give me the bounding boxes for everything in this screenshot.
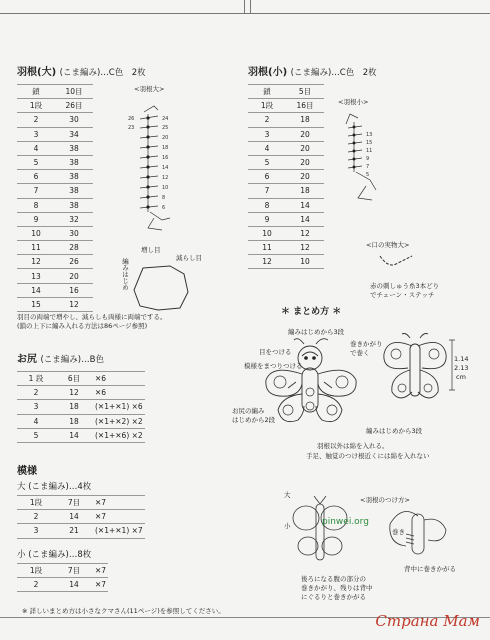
table-row <box>17 386 145 400</box>
table-cell: 15 <box>17 297 55 311</box>
table-row <box>17 255 93 269</box>
svg-text:11: 11 <box>366 148 373 154</box>
svg-text:10: 10 <box>162 185 169 191</box>
wing-attach-large-label: 大 <box>284 491 291 499</box>
table-cell: 38 <box>55 141 93 155</box>
table-cell: 6 <box>248 170 286 184</box>
assembly-label-butt2: はじめから2段 <box>232 416 276 424</box>
table-cell: 7 <box>17 184 55 198</box>
table-row <box>248 85 324 99</box>
pattern-small-table <box>17 563 108 592</box>
table-cell: 18 <box>286 113 324 127</box>
svg-text:20: 20 <box>162 135 169 141</box>
mouth-chain-stitch <box>378 252 414 270</box>
table-cell: 14 <box>286 212 324 226</box>
wing-large-diagram-label: <羽根大> <box>134 85 165 93</box>
table-cell: 7目 <box>55 564 93 578</box>
table-row <box>248 141 324 155</box>
table-row <box>248 241 324 255</box>
table-row <box>17 198 93 212</box>
svg-text:14: 14 <box>162 165 169 171</box>
table-row <box>248 127 324 141</box>
table-cell: 7 <box>248 184 286 198</box>
footer-note: ※ 詳しいまとめ方は小さなクマさん(11ページ)を参照してください。 <box>22 607 225 615</box>
table-cell: 20 <box>286 141 324 155</box>
wing-small-chart-symbol <box>336 106 396 208</box>
wing-attach-sub: 巻き <box>392 528 405 536</box>
table-cell: 12 <box>248 255 286 269</box>
table-cell: 20 <box>55 269 93 283</box>
svg-text:25: 25 <box>162 125 169 131</box>
table-cell: (✕1+✕1) ×6 <box>93 400 145 414</box>
table-cell: 13 <box>17 269 55 283</box>
table-cell: 2 <box>17 113 55 127</box>
table-cell: 2 <box>17 578 55 592</box>
wing-attach-diagram-right <box>384 500 454 560</box>
assembly-label-antenna2: で巻く <box>350 349 370 357</box>
table-cell: 3 <box>17 524 55 538</box>
crop-mark-left <box>244 0 245 14</box>
pattern-large-sub: (こま編み)…4枚 <box>28 482 92 492</box>
table-cell: 1段 <box>248 99 286 113</box>
table-row <box>17 155 93 169</box>
butt-subtitle: (こま編み)…B色 <box>40 355 104 365</box>
table-row <box>248 255 324 269</box>
table-cell: 30 <box>55 226 93 240</box>
table-cell: 1段 <box>17 496 55 510</box>
table-row <box>17 578 108 592</box>
table-cell: 8 <box>17 198 55 212</box>
table-cell: 1 段 <box>17 372 55 386</box>
table-cell: 2 <box>17 510 55 524</box>
table-cell: 10 <box>17 226 55 240</box>
table-row <box>17 141 93 155</box>
butt-table <box>17 371 145 443</box>
table-cell: 18 <box>286 184 324 198</box>
table-cell: 38 <box>55 184 93 198</box>
table-row <box>248 99 324 113</box>
table-cell: 26 <box>55 255 93 269</box>
table-cell: 5 <box>248 155 286 169</box>
butt-title-text: お尻 <box>17 354 37 365</box>
assembly-label-start3b: 編みはじめから3段 <box>366 427 423 435</box>
table-cell: 38 <box>55 198 93 212</box>
size-dimension-line <box>449 340 455 390</box>
table-row <box>17 241 93 255</box>
top-rule <box>0 13 490 14</box>
table-row <box>17 113 93 127</box>
table-row <box>248 184 324 198</box>
table-row <box>17 184 93 198</box>
brand-watermark: Страна Мам <box>375 612 480 630</box>
table-cell: 28 <box>55 241 93 255</box>
table-cell: 6 <box>17 170 55 184</box>
wing-large-start-label: 編みはじめ <box>121 258 129 291</box>
table-cell: 14 <box>55 428 93 442</box>
table-cell: 4 <box>17 414 55 428</box>
table-cell: 5 <box>17 428 55 442</box>
back-note-3: にぐるりと巻きかがる <box>301 593 366 601</box>
assembled-butterfly-back <box>380 330 450 410</box>
table-row <box>17 414 145 428</box>
svg-text:13: 13 <box>366 132 373 138</box>
crop-mark-right <box>250 0 251 14</box>
wing-large-decrease-label: 減らし目 <box>176 254 202 262</box>
svg-text:5: 5 <box>366 172 370 178</box>
mouth-caption-1: 赤の刺しゅう糸3本どり <box>370 282 440 290</box>
table-cell: (✕1+✕1) ×7 <box>93 524 145 538</box>
table-cell: 32 <box>55 212 93 226</box>
table-cell: 14 <box>286 198 324 212</box>
table-row <box>17 428 145 442</box>
back-note-2: 巻きかがり、残りは背中 <box>301 584 373 592</box>
svg-text:16: 16 <box>162 155 169 161</box>
table-cell: (✕1+✕2) ×2 <box>93 414 145 428</box>
table-cell: 3 <box>17 400 55 414</box>
table-cell: 1段 <box>17 99 55 113</box>
table-row <box>17 127 93 141</box>
pattern-large-table <box>17 495 145 539</box>
wing-large-increase-label: 増し目 <box>141 246 161 254</box>
assembled-butterfly-front <box>258 334 370 434</box>
svg-text:18: 18 <box>162 145 169 151</box>
table-cell: 12 <box>55 297 93 311</box>
table-cell: 10目 <box>55 85 93 99</box>
wing-small-diagram-label: <羽根小> <box>338 98 369 106</box>
table-row <box>17 283 93 297</box>
table-cell: 6目 <box>55 372 93 386</box>
table-cell: 12 <box>286 226 324 240</box>
table-cell: 2 <box>17 386 55 400</box>
table-cell: ✕7 <box>93 578 108 592</box>
wing-attach-diagram-left <box>290 490 350 570</box>
table-cell: 7目 <box>55 496 93 510</box>
table-cell: 2 <box>248 113 286 127</box>
svg-text:23: 23 <box>128 125 135 131</box>
table-row <box>248 170 324 184</box>
table-cell: 10 <box>248 226 286 240</box>
table-cell: 16目 <box>286 99 324 113</box>
table-cell: 34 <box>55 127 93 141</box>
table-row <box>17 170 93 184</box>
assembly-label-antenna: 巻きかがり <box>350 340 383 348</box>
svg-text:8: 8 <box>162 195 166 201</box>
size-label-2: 2.13 <box>454 364 469 372</box>
table-cell: 鎖 <box>248 85 286 99</box>
table-cell: ✕6 <box>93 372 145 386</box>
table-row <box>17 510 145 524</box>
table-cell: 12 <box>17 255 55 269</box>
table-cell: 20 <box>286 170 324 184</box>
table-cell: 30 <box>55 113 93 127</box>
wing-large-table <box>17 84 93 312</box>
table-cell: 5 <box>17 155 55 169</box>
table-row <box>17 372 145 386</box>
table-row <box>17 564 108 578</box>
wing-small-title-text: 羽根(小) <box>248 67 288 78</box>
pattern-title: 模様 <box>17 466 37 477</box>
wing-large-title <box>17 63 146 78</box>
mouth-caption-2: でチェーン・ステッチ <box>370 291 435 299</box>
pattern-small-title <box>17 548 91 560</box>
table-cell: ✕7 <box>93 510 145 524</box>
table-cell: 14 <box>55 578 93 592</box>
assembly-cotton-1: 羽根以外は綿を入れる。 <box>317 442 389 450</box>
pattern-small-sub: (こま編み)…8枚 <box>28 550 92 560</box>
wing-note-1: 羽目の両端で増やし、減らしも両様に両端でする。 <box>17 313 167 321</box>
table-cell: 14 <box>55 510 93 524</box>
table-cell: 4 <box>248 141 286 155</box>
table-cell: ✕6 <box>93 386 145 400</box>
table-cell: 16 <box>55 283 93 297</box>
back-note-1: 後ろになる腹の部分の <box>301 575 366 583</box>
table-row <box>17 99 93 113</box>
table-row <box>17 496 145 510</box>
table-cell: ✕7 <box>93 564 108 578</box>
table-cell: 38 <box>55 170 93 184</box>
wing-large-title-text: 羽根(大) <box>17 67 57 78</box>
table-row <box>17 297 93 311</box>
pattern-small-label: 小 <box>17 550 26 560</box>
table-cell: 3 <box>17 127 55 141</box>
table-cell: 1段 <box>17 564 55 578</box>
assembly-title: ＊ まとめ方 ＊ <box>281 307 342 317</box>
table-cell: (✕1+✕6) ×2 <box>93 428 145 442</box>
mouth-label: <口の実物大> <box>366 241 410 249</box>
table-cell: 11 <box>248 241 286 255</box>
table-row <box>248 155 324 169</box>
table-cell: 4 <box>17 141 55 155</box>
svg-text:7: 7 <box>366 164 370 170</box>
wing-attach-label: <羽根のつけ方> <box>360 496 410 504</box>
pattern-large-title <box>17 480 91 492</box>
table-cell: 20 <box>286 127 324 141</box>
table-cell: ✕7 <box>93 496 145 510</box>
table-cell: 18 <box>55 400 93 414</box>
table-row <box>17 524 145 538</box>
table-cell: 鎖 <box>17 85 55 99</box>
assembly-label-pattern: 模様をまつりつける <box>244 362 303 370</box>
table-row <box>248 212 324 226</box>
table-cell: 11 <box>17 241 55 255</box>
table-row <box>17 226 93 240</box>
table-cell: 5目 <box>286 85 324 99</box>
table-cell: 10 <box>286 255 324 269</box>
svg-text:24: 24 <box>162 116 169 122</box>
wing-large-outline <box>128 262 193 314</box>
wing-small-subtitle: (こま編み)…C色 2枚 <box>290 68 377 78</box>
back-label: 背中に巻きかがる <box>404 565 456 573</box>
table-row <box>17 400 145 414</box>
wing-attach-small-label: 小 <box>284 522 291 530</box>
wing-note-2: (鎖の上下に編み入れる方法は86ページ参照) <box>17 322 148 330</box>
table-cell: 9 <box>248 212 286 226</box>
wing-large-subtitle: (こま編み)…C色 2枚 <box>59 68 146 78</box>
svg-text:6: 6 <box>162 205 166 211</box>
table-row <box>17 212 93 226</box>
svg-text:12: 12 <box>162 175 169 181</box>
svg-text:15: 15 <box>366 140 373 146</box>
table-cell: 12 <box>55 386 93 400</box>
assembly-cotton-2: 手足、触覚のつけ根近くには綿を入れない <box>306 452 430 460</box>
table-row <box>248 226 324 240</box>
wing-small-table <box>248 84 324 269</box>
assembly-label-start3: 編みはじめから3段 <box>288 328 345 336</box>
table-cell: 14 <box>17 283 55 297</box>
table-cell: 12 <box>286 241 324 255</box>
table-row <box>17 85 93 99</box>
butt-title <box>17 350 104 365</box>
wing-large-chart-symbol <box>118 94 193 244</box>
table-row <box>248 198 324 212</box>
size-label-1: 1.14 <box>454 355 469 363</box>
table-cell: 18 <box>55 414 93 428</box>
svg-text:26: 26 <box>128 116 135 122</box>
table-row <box>17 269 93 283</box>
site-watermark: pinwei.org <box>322 517 369 527</box>
table-cell: 8 <box>248 198 286 212</box>
table-cell: 3 <box>248 127 286 141</box>
pattern-large-label: 大 <box>17 482 26 492</box>
table-cell: 21 <box>55 524 93 538</box>
table-cell: 9 <box>17 212 55 226</box>
table-cell: 26目 <box>55 99 93 113</box>
wing-small-title <box>248 63 377 78</box>
svg-text:9: 9 <box>366 156 370 162</box>
assembly-label-butt1: お尻の編み <box>232 407 265 415</box>
table-cell: 38 <box>55 155 93 169</box>
table-cell: 20 <box>286 155 324 169</box>
table-row <box>248 113 324 127</box>
size-label-unit: cm <box>456 373 466 381</box>
assembly-label-eyes: 目をつける <box>259 348 292 356</box>
